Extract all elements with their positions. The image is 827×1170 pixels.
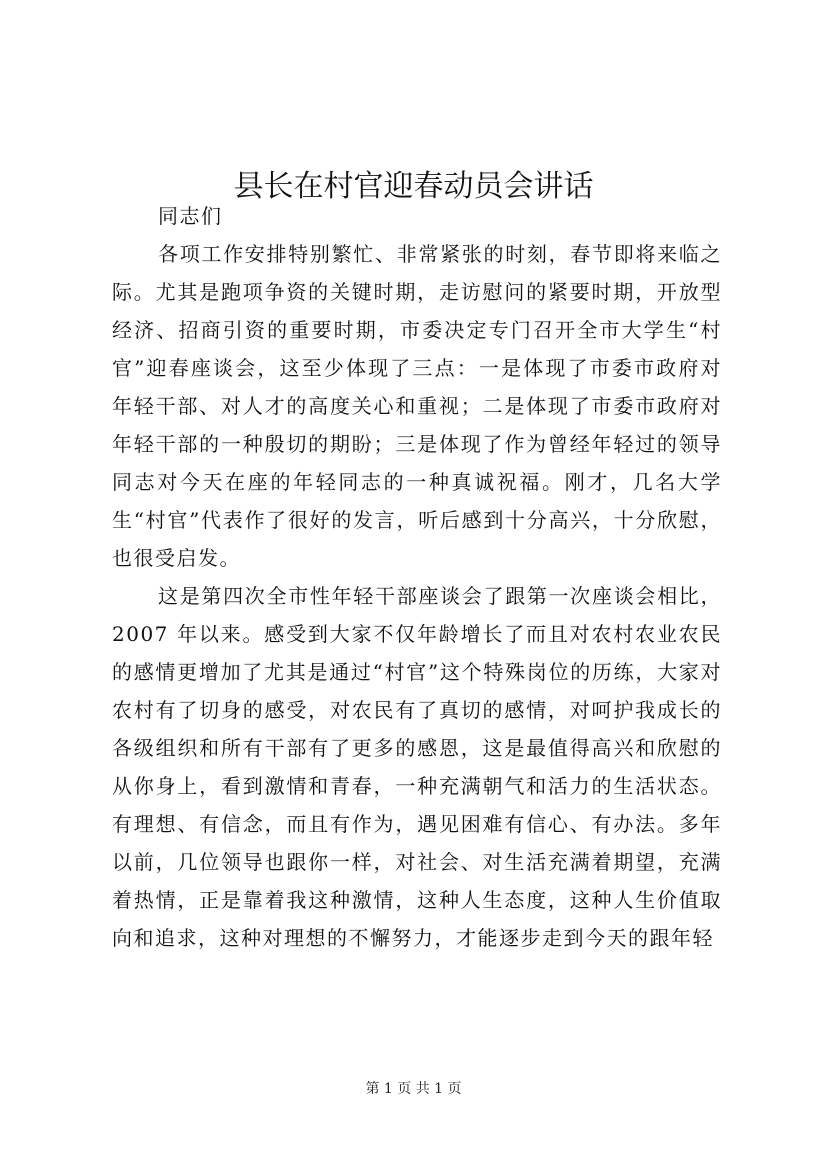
body-paragraph-2: 这是第四次全市性年轻干部座谈会了跟第一次座谈会相比，2007 年以来。感受到大家不仅年龄增长了而且对农村农业农民的感情更增加了尤其是通过“村官”这个特殊岗位的历练，大家对农村有了切身的感受，对农民有了真切的感情，对呵护我成长的各级组织和所有干部有了更多的感恩，这是最值得高兴和欣慰的从你身上，看到激情和青春，一种充满朝气和活力的生活状态。有理想、有信念，而且有作为，遇见困难有信心、有办法。多年以前，几位领导也跟你一样，对社会、对生活充满着期望，充满着热情，正是靠着我这种激情，这种人生态度，这种人生价值取向和追求，这种对理想的不懈努力，才能逐步走到今天的跟年轻 — [112, 584, 722, 950]
page-number-footer: 第 1 页 共 1 页 — [365, 1081, 462, 1097]
document-title: 县长在村官迎春动员会讲话 — [233, 169, 594, 205]
document-body — [112, 197, 722, 957]
salutation-paragraph: 同志们 — [158, 204, 223, 228]
body-paragraph-1: 各项工作安排特别繁忙、非常紧张的时刻，春节即将来临之际。尤其是跑项争资的关键时期，走访慰问的紧要时期，开放型经济、招商引资的重要时期，市委决定专门召开全市大学生“村官”迎春座谈会，这至少体现了三点：一是体现了市委市政府对年轻干部、对人才的高度关心和重视；二是体现了市委市政府对年轻干部的一种殷切的期盼；三是体现了作为曾经年轻过的领导同志对今天在座的年轻同志的一种真诚祝福。刚才，几名大学生“村官”代表作了很好的发言，听后感到十分高兴，十分欣慰，也很受启发。 — [112, 242, 722, 570]
